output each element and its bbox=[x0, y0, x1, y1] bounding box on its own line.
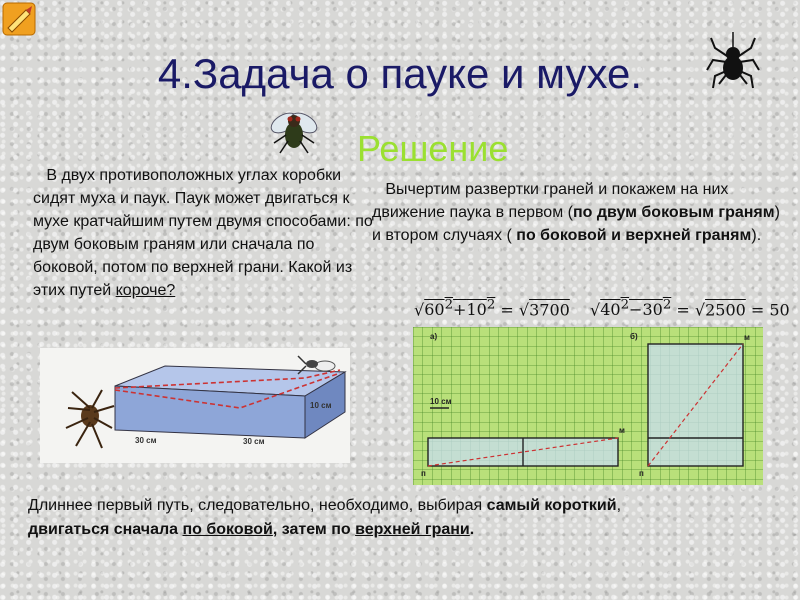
label-b: б) bbox=[630, 332, 638, 341]
f2-mid: 2500 bbox=[705, 300, 746, 320]
label-side: 30 см bbox=[243, 437, 265, 446]
solution-bold1: по двум боковым граням bbox=[572, 204, 775, 221]
solution-part3: ). bbox=[751, 227, 762, 244]
f2-a: 40 bbox=[600, 300, 621, 320]
solution-part1: Вычертим развертки граней и покажем на них движение паука в первом ( bbox=[372, 181, 729, 221]
label-height: 10 см bbox=[310, 401, 332, 410]
label-m2: м bbox=[744, 333, 750, 342]
problem-text: В двух противоположных углах коробки сидят муха и паук. Паук может двигаться к мухе кратчайшим путем двумя способами: по двум боковым граням или сначала по боковой, потом по верхней грани. Какой из этих путей bbox=[33, 167, 373, 299]
f1-result: 3700 bbox=[529, 300, 570, 320]
formula-second-path: $√40^2-30^2 = √2500 = 50$ bbox=[590, 298, 790, 320]
conclusion-end: . bbox=[469, 521, 475, 538]
fly-icon bbox=[266, 105, 322, 157]
scale-label: 10 см bbox=[430, 397, 452, 406]
conclusion-text: Длиннее первый путь, следовательно, необходимо, выбирая самый короткий, двигаться сначала по боковой, затем по верхней грани. bbox=[28, 497, 622, 538]
label-m1: м bbox=[619, 426, 625, 435]
conclusion-bold3: , затем по bbox=[272, 521, 351, 538]
label-a: а) bbox=[430, 332, 438, 341]
solution-text bbox=[372, 178, 782, 247]
problem-question: короче? bbox=[115, 282, 176, 299]
problem-statement bbox=[33, 164, 379, 302]
solution-heading: Решение bbox=[357, 128, 509, 169]
label-front: 30 см bbox=[135, 436, 157, 445]
slide-title: 4.Задача о пауке и мухе. bbox=[157, 50, 643, 97]
conclusion-bold2: двигаться сначала bbox=[28, 521, 179, 538]
f1-a: 60 bbox=[424, 300, 445, 320]
conclusion-underline1: по боковой bbox=[182, 521, 273, 538]
box-figure bbox=[40, 348, 350, 463]
label-p2: п bbox=[639, 469, 644, 478]
solution-part2: ) и втором случаях ( bbox=[372, 204, 780, 244]
conclusion-part1: Длиннее первый путь, следовательно, необходимо, выбирая bbox=[28, 497, 483, 514]
label-p1: п bbox=[421, 469, 426, 478]
formula-first-path: $√60^2+10^2 = √3700$ bbox=[414, 298, 570, 320]
conclusion-bold1: самый короткий bbox=[486, 497, 617, 514]
solution-bold2: по боковой и верхней граням bbox=[516, 227, 752, 244]
conclusion-underline2: верхней грани bbox=[355, 521, 470, 538]
grid-figure bbox=[413, 327, 763, 485]
f2-b: 30 bbox=[642, 300, 663, 320]
corner-icon bbox=[2, 2, 36, 36]
f1-b: 10 bbox=[466, 300, 487, 320]
f2-result: 50 bbox=[769, 300, 790, 320]
spider-icon bbox=[705, 30, 761, 92]
